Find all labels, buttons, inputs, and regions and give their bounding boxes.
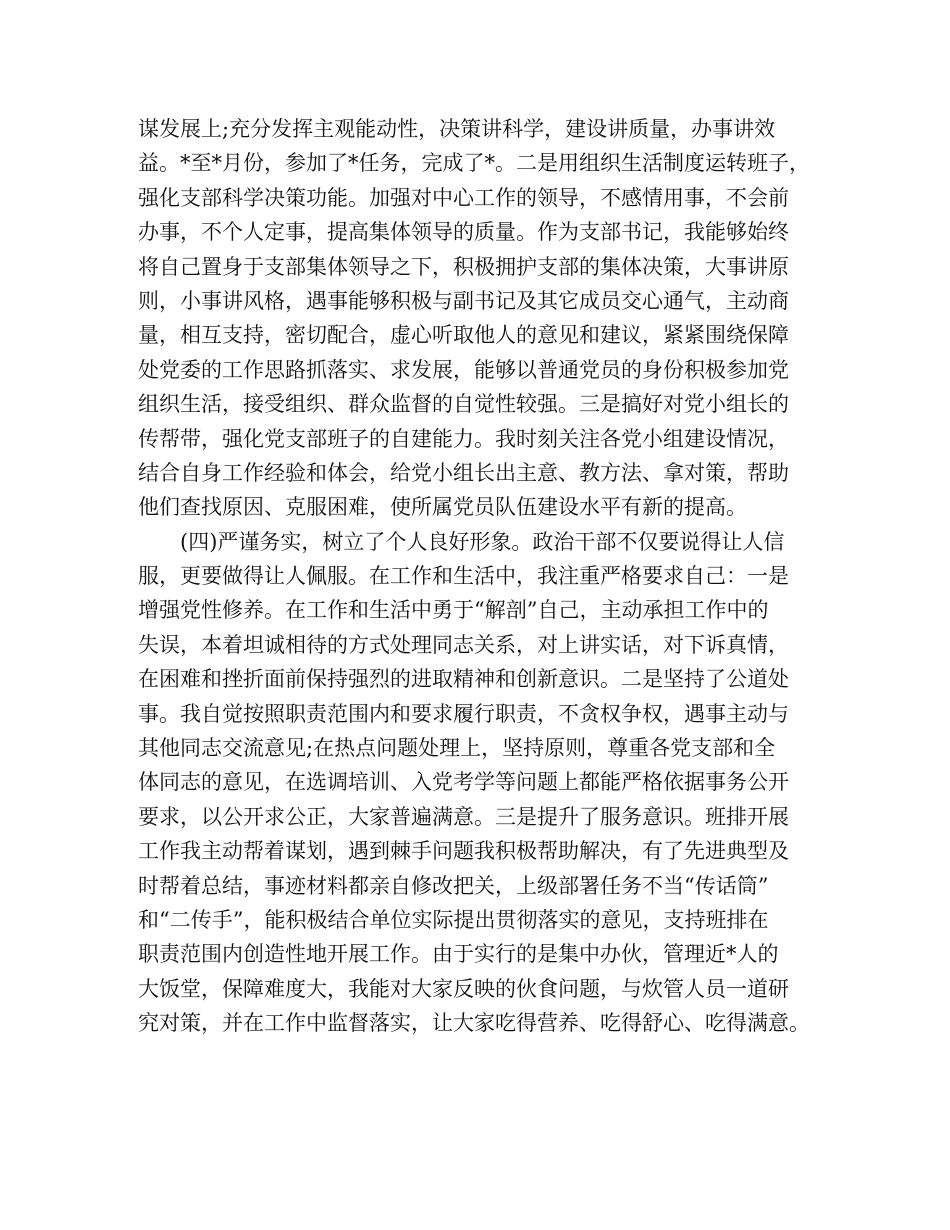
text-line: 失误，本着坦诚相待的方式处理同志关系，对上讲实话，对下诉真情，	[138, 632, 789, 657]
text-line: 益。*至*月份，参加了*任务，完成了*。二是用组织生活制度运转班子，	[138, 151, 810, 176]
text-line: 办事，不个人定事，提高集体领导的质量。作为支部书记，我能够始终	[138, 220, 789, 245]
text-line: 工作我主动帮着谋划，遇到棘手问题我积极帮助解决，有了先进典型及	[138, 839, 789, 864]
text-line: 他们查找原因、克服困难，使所属党员队伍建设水平有新的提高。	[138, 495, 747, 520]
text-line: 其他同志交流意见;在热点问题处理上，坚持原则，尊重各党支部和全	[138, 736, 776, 761]
text-line: 时帮着总结，事迹材料都亲自修改把关，上级部署任务不当“传话筒”	[138, 873, 769, 898]
text-line: 谋发展上;充分发挥主观能动性，决策讲科学，建设讲质量，办事讲效	[138, 117, 776, 141]
text-line: 则，小事讲风格，遇事能够积极与副书记及其它成员交心通气，主动商	[138, 288, 789, 313]
text-line: 量，相互支持，密切配合，虚心听取他人的意见和建议，紧紧围绕保障	[138, 323, 789, 348]
text-line: 和“二传手”，能积极结合单位实际提出贯彻落实的意见，支持班排在	[138, 907, 769, 932]
text-line: 体同志的意见，在选调培训、入党考学等问题上都能严格依据事务公开	[138, 770, 789, 795]
body-text	[138, 112, 838, 1041]
text-line: 大饭堂，保障难度大，我能对大家反映的伙食问题，与炊管人员一道研	[138, 976, 789, 1001]
text-line: 职责范围内创造性地开展工作。由于实行的是集中办伙，管理近*人的	[138, 942, 779, 967]
text-line: 强化支部科学决策功能。加强对中心工作的领导，不感情用事，不会前	[138, 185, 789, 210]
paragraph-start-line: (四)严谨务实，树立了个人良好形象。政治干部不仅要说得让人信	[138, 529, 785, 554]
text-line: 处党委的工作思路抓落实、求发展，能够以普通党员的身份积极参加党	[138, 357, 789, 382]
text-line: 传帮带，强化党支部班子的自建能力。我时刻关注各党小组建设情况，	[138, 426, 789, 451]
text-line: 增强党性修养。在工作和生活中勇于“解剖”自己，主动承担工作中的	[138, 598, 769, 623]
text-line: 究对策，并在工作中监督落实，让大家吃得营养、吃得舒心、吃得满意。	[138, 1011, 810, 1036]
text-line: 要求，以公开求公正，大家普遍满意。三是提升了服务意识。班排开展	[138, 804, 789, 829]
text-line: 将自己置身于支部集体领导之下，积极拥护支部的集体决策，大事讲原	[138, 254, 789, 279]
text-line: 在困难和挫折面前保持强烈的进取精神和创新意识。二是坚持了公道处	[138, 667, 789, 692]
text-line: 服，更要做得让人佩服。在工作和生活中，我注重严格要求自己：一是	[138, 564, 789, 589]
text-line: 结合自身工作经验和体会，给党小组长出主意、教方法、拿对策，帮助	[138, 460, 789, 485]
text-line: 事。我自觉按照职责范围内和要求履行职责，不贪权争权，遇事主动与	[138, 701, 789, 726]
text-line: 组织生活，接受组织、群众监督的自觉性较强。三是搞好对党小组长的	[138, 392, 789, 417]
